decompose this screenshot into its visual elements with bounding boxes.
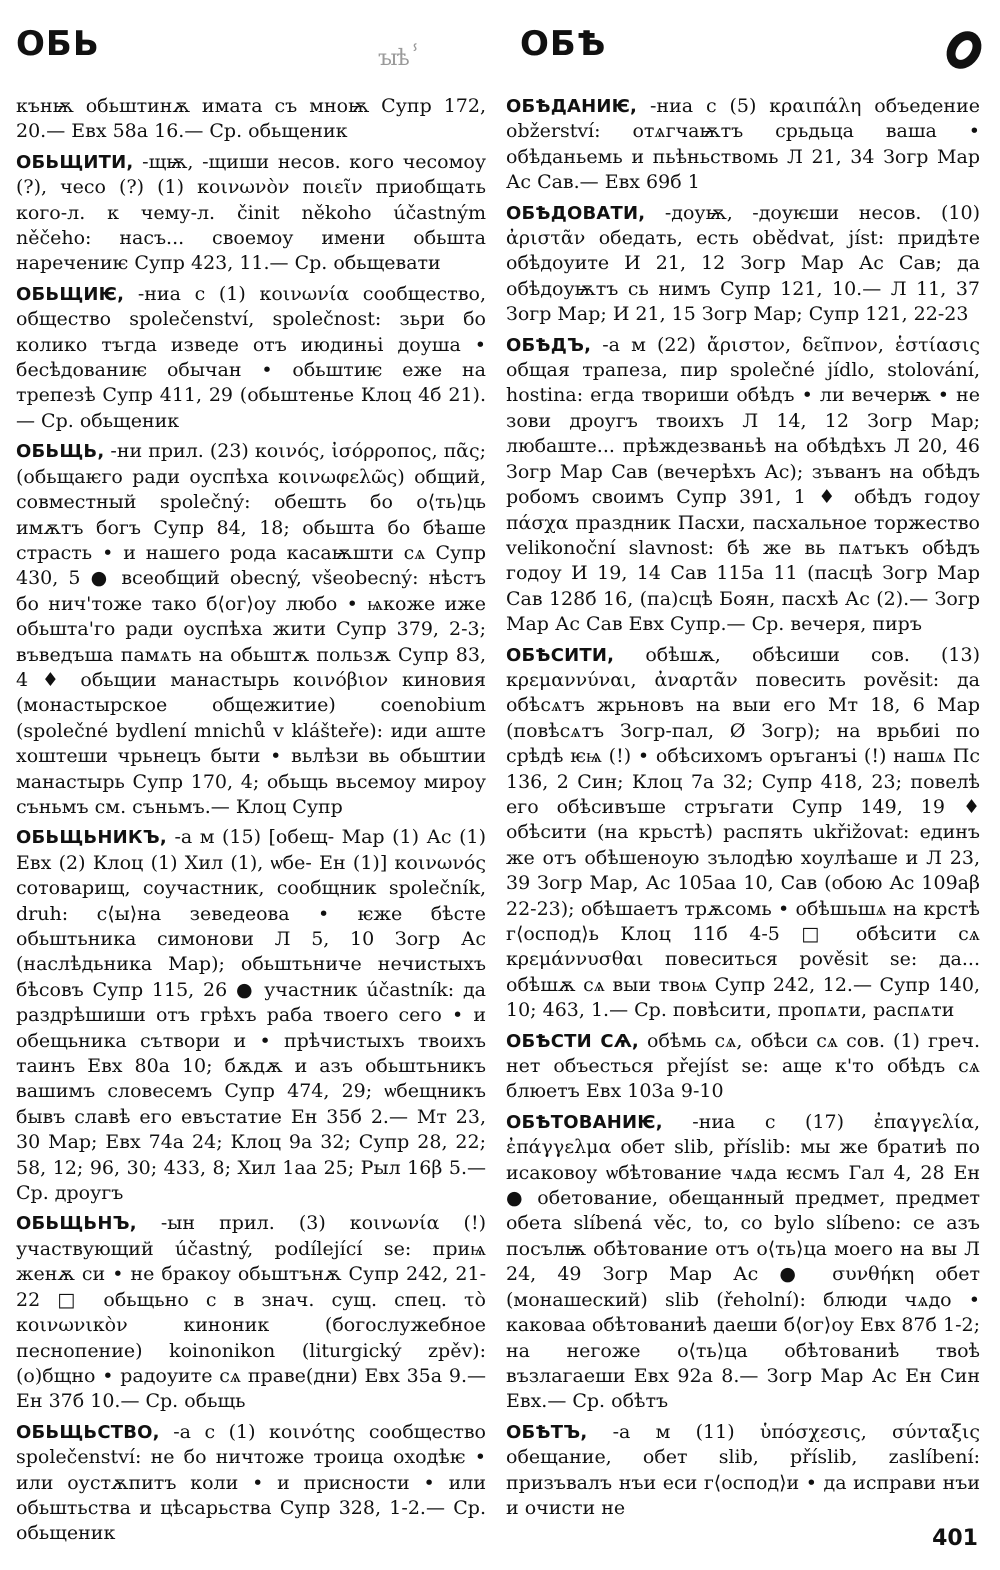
- entry-body: -ын прил. (3) κοινωνία (!) участвующий účastný, podílející se: приѩ женѫ си • не бракоу обьштънѫ Супр 242, 21-22 □ обьщьно с в знач. сущ. спец. τὸ κοινωνικὸν киноник (богослужебное песнопение) koinonikon (liturgický zpěv): (о)бщно • радоуите сѧ праве(дни) Евх 35а 9.— Ен 37б 10.— Ср. обьщь: [16, 1212, 486, 1413]
- entry-headword: ОБЬЩЬ,: [16, 441, 105, 463]
- entry-body: -а с (1) κοινότης сообщество společenství: не бо ничтоже троица оходѣѥ • или оустѫпитъ коли • и присности • или обьштьства и цѣсарьства Супр 328, 1-2.— Ср. обьщеник: [16, 1420, 486, 1545]
- entry-body: -ниа с (5) κραιπάλη объедение obžerství: отѧгчаѭтъ срьдьца ваша • обѣданьемь и пьѣньствомь Л 21, 34 Зогр Мар Ас Сав.— Евх 69б 1: [506, 95, 980, 194]
- entry-headword: ОБѢДАНИѤ,: [506, 96, 638, 117]
- entry-body: обѣмь сѧ, обѣси сѧ сов. (1) греч. нет объесться přejíst se: аще к'то обѣдъ сѧ блюетъ Евх 103а 9-10: [506, 1029, 981, 1103]
- entry-body: -ниа с (1) κοινωνία сообщество, общество společenství, společnost: зьри бо колико тъгда изведе отъ июдиньі доуша • бесѣдованиѥ обычан • обьштиѥ еже на трепезѣ Супр 411, 29 (обьштенье Клоц 4б 21).— Ср. обьщеник: [16, 282, 486, 432]
- entry-body: -доуѭ, -доуѥши несов. (10) ἀριστᾶν обедать, есть obědvat, jíst: придѣте обѣдоуите И 21, 12 Зогр Мар Ас Сав; да обѣдоуѭтъ сь нимъ Супр 121, 10.— Л 11, 37 Зогр Мар; И 21, 15 Зогр Мар; Супр 121, 22-23: [506, 201, 980, 326]
- entry-headword: ОБѢТЪ,: [506, 1421, 588, 1443]
- entry-headword: ОБЬЩЬСТВО,: [16, 1421, 160, 1443]
- right-column: [506, 94, 980, 1526]
- entry-headword: ОБѢДЪ,: [506, 334, 592, 356]
- entry: [16, 1211, 486, 1414]
- entry-headword: ОБЬЩЬНЪ,: [16, 1213, 137, 1235]
- entry-body: -ниа с (17) ἐπαγγελία, ἐπάγγελμα обет slib, příslib: мы же братиѣ по исаковоу ѡбѣтование чѧда ѥсмъ Гал 4, 28 Ен ● обетование, обещанный предмет, предмет обета slíbená věc, to, co bylo slíbeno: се азъ посълѭ обѣтование отъ о⟨ть⟩ца моего на вы Л 24, 49 Зогр Мар Ас ● συνθήκη обет (монашеский) slib (řeholní): блюди чѧдо • каковаа обѣтованиѣ даеши б⟨ог⟩оу Евх 87б 1-2; на негоже о⟨ть⟩ца обѣтованиѣ твоѣ възлагаеши Евх 92а 8.— Зогр Мар Ас Ен Син Евх.— Ср. обѣтъ: [506, 1110, 980, 1413]
- entry: [506, 1420, 980, 1522]
- entry-body: -а м (15) [обещ- Мар (1) Ас (1) Евх (2) Клоц (1) Хил (1), ѡбе- Ен (1)] κοινωνός сотоварищ, соучастник, сообщник společník, druh: с⟨ы⟩на зеведеова • ѥже бѣсте обьштьника симонови Л 5, 10 Зогр Ас (наслѣдьника Мар); обьштьниче нечистыхъ бѣсовъ Супр 115, 26 ● участник účastník: да раздрѣшиши отъ грѣхъ раба твоего сего • и обещьника сътвори и • прѣчистыхъ твоихъ таинъ Евх 80а 10; бѫдѫ и азъ обьштьникъ вашимъ словесемъ Супр 474, 29; ѡбещникъ бывъ славѣ его евъстатие Ен 35б 2.— Мт 23, 30 Мар; Евх 74а 24; Клоц 9а 32; Супр 28, 22; 58, 12; 96, 30; 433, 8; Хил 1аа 25; Рыл 16β 5.— Ср. дроугъ: [16, 826, 486, 1205]
- entry-headword: ОБѢСИТИ,: [506, 644, 615, 666]
- entry: [16, 150, 486, 277]
- entry-body: -щѭ, -щиши несов. кого чесомоу (?), чесо (?) (1) κοινωνὸν ποιεῖν приобщать кого-л. к чему-л. činit někoho účastným něčeho: насъ... своемоу имени обьшта наречениѥ Супр 423, 11.— Ср. обьщевати: [16, 150, 486, 275]
- entry: [16, 94, 486, 145]
- entry: [506, 94, 980, 196]
- entry: [16, 439, 486, 820]
- entry-headword: ОБЬЩИѤ,: [16, 283, 125, 305]
- left-guide-word: ОБЬ: [16, 24, 100, 64]
- entry-body: -ни прил. (23) κοινός, ἰσόρροπος, πᾶς; (обьщаѥго ради оуспѣха κοινωφελῶς) общий, совместный společný: обешть бо о⟨ть⟩ць имѫтъ богъ Супр 84, 18; обьшта бо бѣаше страсть • и нашего рода касаѭшти сѧ Супр 430, 5 ● всеобщий obecný, všeobecný: нѣстъ бо нич'тоже тако б⟨ог⟩оу любо • ѩкоже иже обьшта'го ради оуспѣха жити Супр 379, 2-3; въведъша памѧть на обьштѫ пользѫ Супр 83, 4 ♦ обьщии манастырь κοινόβιον киновия (монастырское общежитие) coenobium (společné bydlení mnichů v klášteře): иди аште хоштеши чрьнецъ быти • вьлѣзи вь обьштии манастырь Супр 170, 4; обьщь вьсемоу мироу съньмъ см. съньмъ.— Клоц Супр: [16, 440, 487, 818]
- entry-body: кънѭ обьштинѫ имата съ мноѭ Супр 172, 20.— Евх 58а 16.— Ср. обьщеник: [16, 95, 486, 143]
- entry: [506, 201, 980, 328]
- entry: [506, 1029, 980, 1105]
- entry-headword: ОБЬЩИТИ,: [16, 151, 134, 173]
- right-guide-word: ОБѢ: [520, 24, 607, 64]
- entry-headword: ОБѢДОВАТИ,: [506, 202, 646, 224]
- entry-headword: ОБѢСТИ СѦ,: [506, 1030, 639, 1052]
- page-number: 401: [932, 1526, 978, 1551]
- ornament-mark: ꙑѣⸯ: [378, 46, 421, 71]
- entry: [16, 825, 486, 1206]
- entry-headword: ОБЬЩЬНИКЪ,: [16, 827, 167, 849]
- entry: [16, 1420, 486, 1547]
- left-column: [16, 94, 486, 1552]
- entry: [506, 643, 980, 1024]
- entry-body: обѣшѫ, обѣсиши сов. (13) κρεμαννύναι, ἀναρτᾶν повесить pověsit: да обѣсѧтъ жрьновъ на выи его Мт 18, 6 Мар (повѣсѧтъ Зогр-пал, Ø Зогр); на врьбиі по срѣдѣ ѥѩ (!) • обѣсихомъ оръганъі (!) нашѧ Пс 136, 2 Син; Клоц 7а 32; Супр 418, 23; повелѣ его обѣсивъше стръгати Супр 149, 19 ♦ обѣсити (на крьстѣ) распять ukřižovat: единъ же отъ обѣшеноую зълодѣю хоулѣаше и Л 23, 39 Зогр Мар, Ас 105аа 10, Сав (обою Ас 109аβ 22-23); обѣшаетъ трѫсомь • обѣшьшѧ на крстѣ г⟨оспод⟩ь Клоц 11б 4-5 □ обѣсити сѧ κρεμάννυσθαι повеситься pověsit se: да... обѣшѫ сѧ выи твоѩ Супр 242, 12.— Супр 140, 10; 463, 1.— Ср. повѣсити, пропѧти, распѧти: [506, 643, 980, 1022]
- entry: [16, 282, 486, 434]
- entry-body: -а м (11) ὑπόσχεσις, σύνταξις обещание, обет slib, příslib, zaslíbení: призъвалъ нъи еси г⟨оспод⟩и • да исправи нъи и очисти не: [506, 1420, 980, 1519]
- entry-body: -а м (22) ἄριστον, δεῖπνον, ἑστίασις общая трапеза, пир společné jídlo, stolování, hostina: егда твориши обѣдъ • ли вечерѭ • не зови дроугъ твоихъ Л 14, 12 Зогр Мар; любаште... прѣждезваньѣ на обѣдѣхъ Л 20, 46 Зогр Мар Сав (вечерѣхъ Ас); зъванъ на обѣдъ робомъ своимъ Супр 391, 1 ♦ обѣдъ годоу πάσχα праздник Пасхи, пасхальное торжество velikonoční slavnost: бѣ же вь пѧтъкъ обѣдъ годоу И 19, 14 Сав 115а 11 (пасцѣ Зогр Мар Сав 128б 16, (па)сцѣ Боян, пасхѣ Ас (2).— Зогр Мар Ас Сав Евх Супр.— Ср. вечеря, пиръ: [506, 333, 980, 636]
- entry-headword: ОБѢТОВАНИѤ,: [506, 1111, 663, 1133]
- entry: [506, 1110, 980, 1415]
- entry: [506, 333, 980, 638]
- section-letter-o: [939, 24, 988, 75]
